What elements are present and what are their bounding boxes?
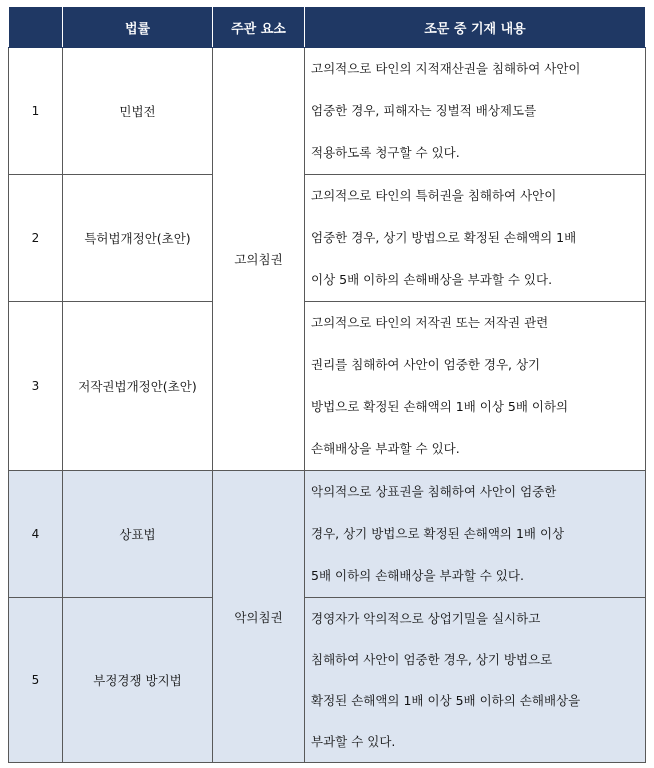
header-no	[9, 7, 63, 48]
table-row	[9, 598, 646, 763]
row-number: 5	[9, 598, 63, 763]
law-name: 부정경쟁 방지법	[63, 598, 213, 763]
content-line: 확정된 손해액의 1배 이상 5배 이하의 손해배상을	[311, 693, 581, 708]
content-line: 고의적으로 타인의 저작권 또는 저작권 관련	[311, 315, 549, 330]
header-element: 주관 요소	[213, 7, 305, 48]
row-number: 3	[9, 302, 63, 471]
content-cell	[305, 175, 646, 302]
table-row	[9, 175, 646, 302]
content-line: 침해하여 사안이 엄중한 경우, 상기 방법으로	[311, 652, 553, 667]
content-cell	[305, 598, 646, 763]
row-number: 4	[9, 471, 63, 598]
element-intent: 고의침권	[213, 48, 305, 471]
content-line: 고의적으로 타인의 특허권을 침해하여 사안이	[311, 188, 557, 203]
law-name: 민법전	[63, 48, 213, 175]
content-line: 이상 5배 이하의 손해배상을 부과할 수 있다.	[311, 272, 553, 287]
row-number: 2	[9, 175, 63, 302]
content-line: 5배 이하의 손해배상을 부과할 수 있다.	[311, 568, 524, 583]
content-line: 권리를 침해하여 사안이 엄중한 경우, 상기	[311, 357, 541, 372]
law-name: 특허법개정안(초안)	[63, 175, 213, 302]
content-line: 엄중한 경우, 상기 방법으로 확정된 손해액의 1배	[311, 230, 577, 245]
row-number: 1	[9, 48, 63, 175]
content-line: 엄중한 경우, 피해자는 징벌적 배상제도를	[311, 103, 537, 118]
table-row	[9, 471, 646, 598]
content-line: 손해배상을 부과할 수 있다.	[311, 441, 460, 456]
content-line: 방법으로 확정된 손해액의 1배 이상 5배 이하의	[311, 399, 569, 414]
header-law: 법률	[63, 7, 213, 48]
content-line: 고의적으로 타인의 지적재산권을 침해하여 사안이	[311, 61, 581, 76]
header-row	[9, 7, 646, 48]
content-cell	[305, 302, 646, 471]
content-line: 부과할 수 있다.	[311, 734, 396, 749]
content-cell	[305, 48, 646, 175]
header-content: 조문 중 기재 내용	[305, 7, 646, 48]
content-line: 악의적으로 상표권을 침해하여 사안이 엄중한	[311, 484, 557, 499]
table-row	[9, 48, 646, 175]
law-name: 상표법	[63, 471, 213, 598]
law-name: 저작권법개정안(초안)	[63, 302, 213, 471]
element-malice: 악의침권	[213, 471, 305, 763]
content-line: 적용하도록 청구할 수 있다.	[311, 145, 460, 160]
content-line: 경우, 상기 방법으로 확정된 손해액의 1배 이상	[311, 526, 565, 541]
table-row	[9, 302, 646, 471]
law-comparison-table	[8, 6, 646, 763]
content-line: 경영자가 악의적으로 상업기밀을 실시하고	[311, 611, 541, 626]
content-cell	[305, 471, 646, 598]
